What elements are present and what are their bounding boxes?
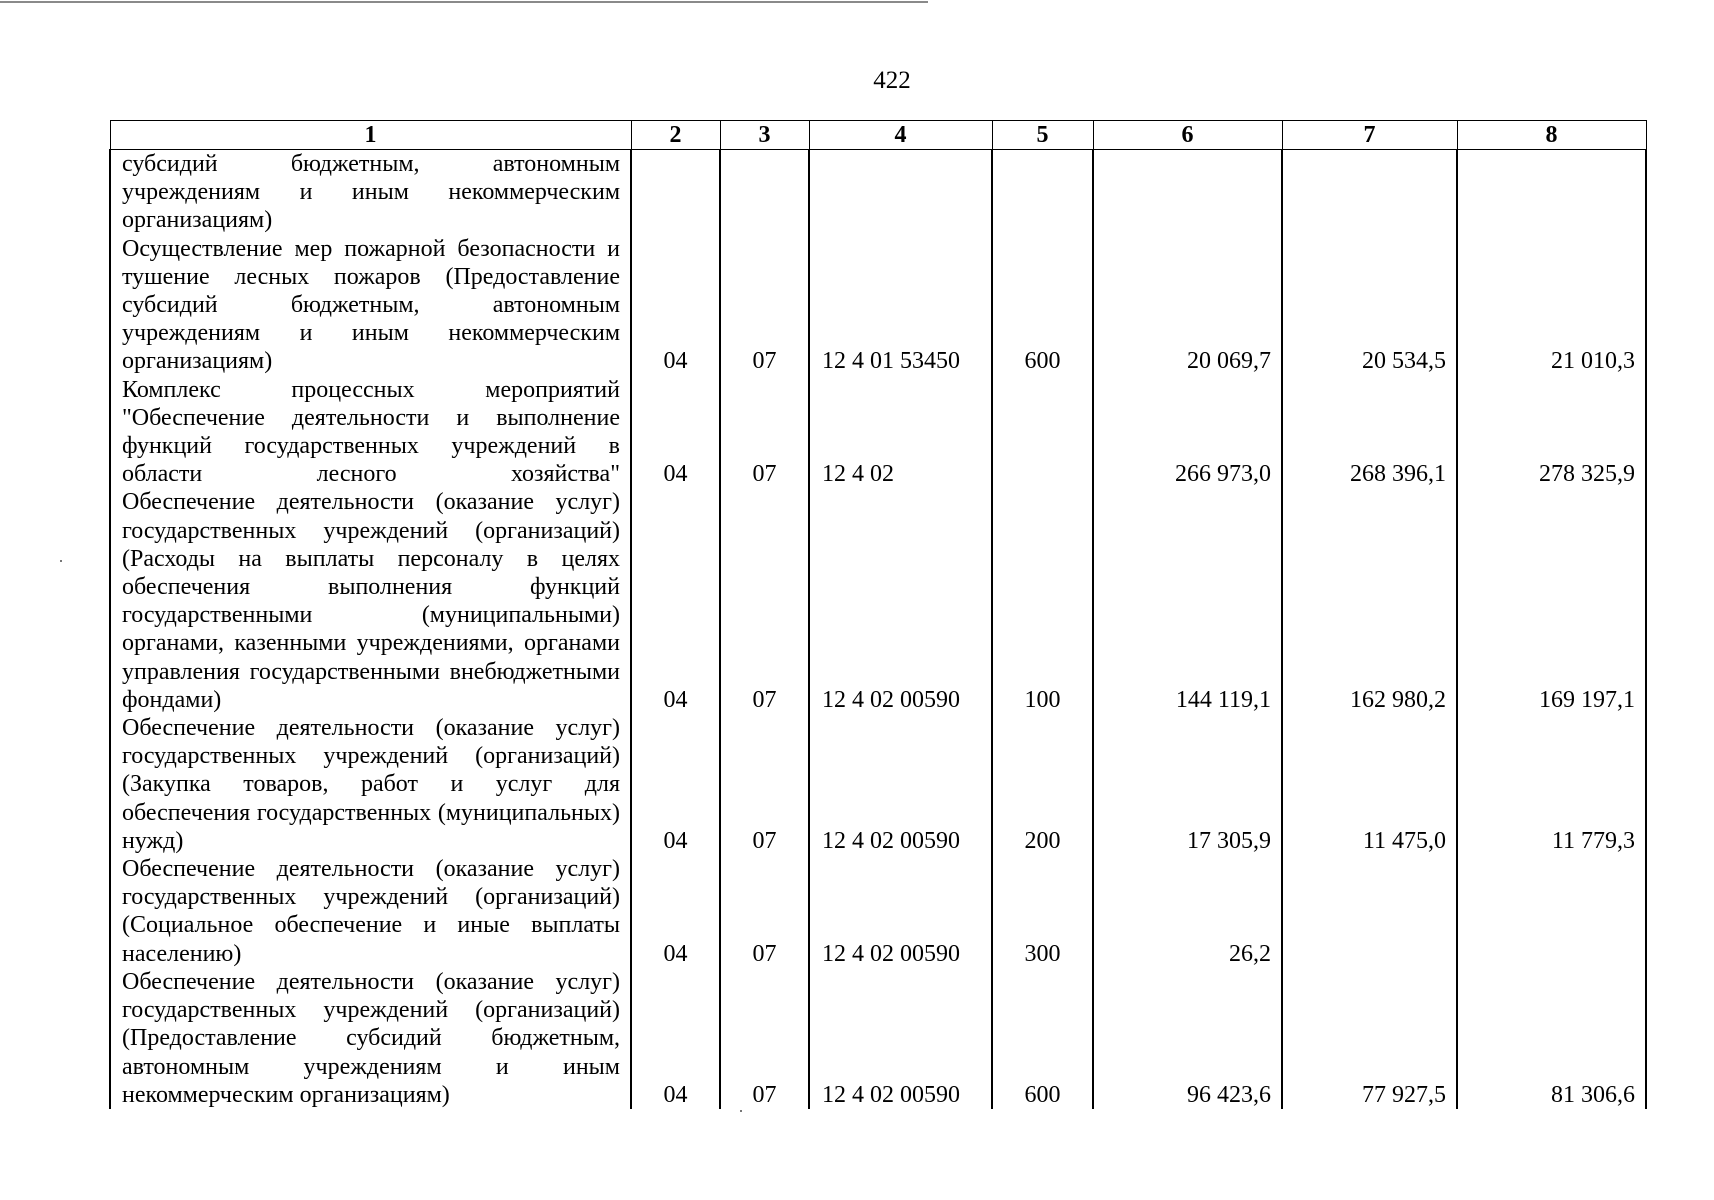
section-code: 04 — [631, 376, 720, 489]
target-article-code: 12 4 01 53450 — [809, 235, 992, 376]
table-row — [110, 150, 1646, 235]
amount-col8 — [1457, 855, 1646, 968]
section-code: 04 — [631, 714, 720, 855]
page-number: 422 — [873, 67, 911, 94]
expense-type-code — [992, 376, 1093, 489]
section-code: 04 — [631, 488, 720, 714]
target-article-code: 12 4 02 00590 — [809, 855, 992, 968]
amount-col6: 144 119,1 — [1093, 488, 1282, 714]
column-header: 4 — [809, 121, 992, 150]
amount-col6: 26,2 — [1093, 855, 1282, 968]
amount-col7: 268 396,1 — [1282, 376, 1457, 489]
amount-col7: 162 980,2 — [1282, 488, 1457, 714]
amount-col7: 11 475,0 — [1282, 714, 1457, 855]
amount-col7: 20 534,5 — [1282, 235, 1457, 376]
expense-type-code: 300 — [992, 855, 1093, 968]
expense-type-code: 200 — [992, 714, 1093, 855]
target-article-code — [809, 150, 992, 235]
column-header: 3 — [720, 121, 809, 150]
expense-type-code: 600 — [992, 235, 1093, 376]
target-article-code: 12 4 02 00590 — [809, 968, 992, 1109]
column-header: 5 — [992, 121, 1093, 150]
amount-col6: 17 305,9 — [1093, 714, 1282, 855]
subsection-code: 07 — [720, 855, 809, 968]
scan-speck — [740, 1110, 742, 1112]
subsection-code: 07 — [720, 488, 809, 714]
target-article-code: 12 4 02 00590 — [809, 714, 992, 855]
row-name: Обеспечение деятельности (оказание услуг) государственных учреждений (организаций) (Расходы на выплаты персоналу в целях обеспечения выполнения функций государственными (муниципальными) органами, казенными учреждениями, органами управления государственными внебюджетными фондами) — [110, 488, 631, 714]
amount-col7 — [1282, 150, 1457, 235]
amount-col8: 81 306,6 — [1457, 968, 1646, 1109]
amount-col6: 266 973,0 — [1093, 376, 1282, 489]
subsection-code: 07 — [720, 376, 809, 489]
scan-speck — [60, 560, 62, 562]
row-name: Обеспечение деятельности (оказание услуг) государственных учреждений (организаций) (Социальное обеспечение и иные выплаты населению) — [110, 855, 631, 968]
column-header: 8 — [1457, 121, 1646, 150]
subsection-code — [720, 150, 809, 235]
row-name: Обеспечение деятельности (оказание услуг) государственных учреждений (организаций) (Предоставление субсидий бюджетным, автономным учреждениям и иным некоммерческим организациям) — [110, 968, 631, 1109]
amount-col8: 169 197,1 — [1457, 488, 1646, 714]
amount-col8: 278 325,9 — [1457, 376, 1646, 489]
amount-col8 — [1457, 150, 1646, 235]
expense-type-code — [992, 150, 1093, 235]
target-article-code: 12 4 02 — [809, 376, 992, 489]
row-name: субсидий бюджетным, автономным учреждениям и иным некоммерческим организациям) — [110, 150, 631, 235]
amount-col7 — [1282, 855, 1457, 968]
subsection-code: 07 — [720, 714, 809, 855]
column-header: 6 — [1093, 121, 1282, 150]
table-row — [110, 855, 1646, 968]
amount-col7: 77 927,5 — [1282, 968, 1457, 1109]
subsection-code: 07 — [720, 235, 809, 376]
section-code: 04 — [631, 968, 720, 1109]
amount-col8: 21 010,3 — [1457, 235, 1646, 376]
section-code: 04 — [631, 855, 720, 968]
budget-table — [109, 120, 1647, 1109]
section-code — [631, 150, 720, 235]
subsection-code: 07 — [720, 968, 809, 1109]
row-name: Обеспечение деятельности (оказание услуг) государственных учреждений (организаций) (Закупка товаров, работ и услуг для обеспечения государственных (муниципальных) нужд) — [110, 714, 631, 855]
table-row — [110, 488, 1646, 714]
amount-col6: 20 069,7 — [1093, 235, 1282, 376]
expense-type-code: 100 — [992, 488, 1093, 714]
column-header: 2 — [631, 121, 720, 150]
amount-col6: 96 423,6 — [1093, 968, 1282, 1109]
amount-col6 — [1093, 150, 1282, 235]
row-name: Комплекс процессных мероприятий "Обеспечение деятельности и выполнение функций государственных учреждений в области лесного хозяйства" — [110, 376, 631, 489]
column-header: 1 — [110, 121, 631, 150]
target-article-code: 12 4 02 00590 — [809, 488, 992, 714]
amount-col8: 11 779,3 — [1457, 714, 1646, 855]
section-code: 04 — [631, 235, 720, 376]
header-row — [110, 121, 1646, 150]
table-row — [110, 968, 1646, 1109]
row-name: Осуществление мер пожарной безопасности и тушение лесных пожаров (Предоставление субсидий бюджетным, автономным учреждениям и иным некоммерческим организациям) — [110, 235, 631, 376]
column-header: 7 — [1282, 121, 1457, 150]
table-row — [110, 376, 1646, 489]
table-row — [110, 714, 1646, 855]
top-scan-rule — [0, 1, 928, 3]
expense-type-code: 600 — [992, 968, 1093, 1109]
table-row — [110, 235, 1646, 376]
